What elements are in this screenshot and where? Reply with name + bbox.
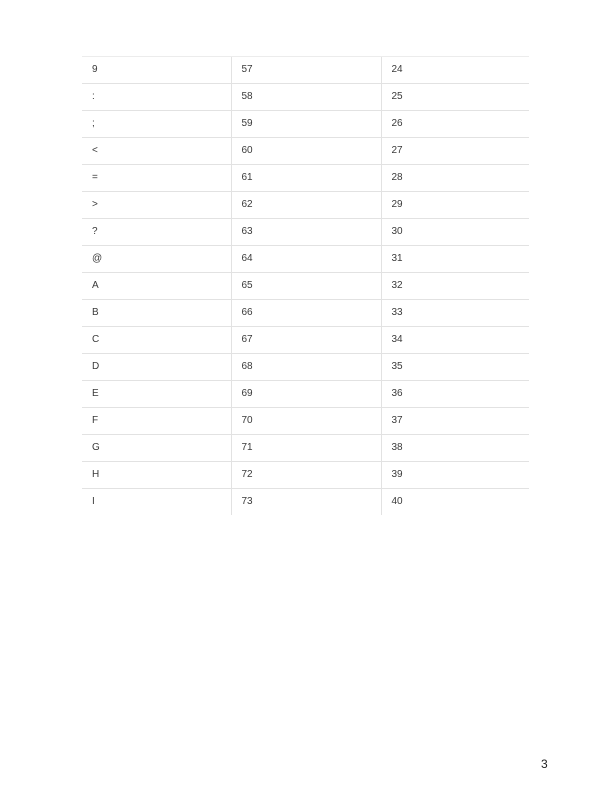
table-cell-character: ; [82,111,231,138]
table-cell-character: I [82,489,231,516]
table-cell-code: 73 [231,489,381,516]
table-cell-character: A [82,273,231,300]
table-cell-character: G [82,435,231,462]
table-cell-character: H [82,462,231,489]
table-cell-value: 38 [381,435,529,462]
code-table [82,56,529,515]
table-cell-character: @ [82,246,231,273]
table-row [82,435,529,462]
table-cell-code: 60 [231,138,381,165]
table-row [82,408,529,435]
table-cell-character: ? [82,219,231,246]
table-cell-code: 69 [231,381,381,408]
table-cell-value: 32 [381,273,529,300]
table-cell-code: 63 [231,219,381,246]
table-row [82,273,529,300]
table-cell-code: 66 [231,300,381,327]
table-row [82,138,529,165]
table-row [82,381,529,408]
table-row [82,57,529,84]
table-cell-value: 36 [381,381,529,408]
table-cell-character: D [82,354,231,381]
table-row [82,327,529,354]
table-cell-value: 35 [381,354,529,381]
page-number: 3 [541,757,548,771]
table-cell-code: 59 [231,111,381,138]
table-cell-value: 28 [381,165,529,192]
table-cell-value: 37 [381,408,529,435]
table-cell-value: 33 [381,300,529,327]
table-cell-code: 58 [231,84,381,111]
table-cell-character: F [82,408,231,435]
table-cell-code: 65 [231,273,381,300]
table-cell-value: 39 [381,462,529,489]
table-cell-value: 30 [381,219,529,246]
table-cell-character: 9 [82,57,231,84]
table-cell-value: 26 [381,111,529,138]
table-cell-character: C [82,327,231,354]
table-cell-value: 24 [381,57,529,84]
table-row [82,192,529,219]
table-cell-code: 64 [231,246,381,273]
table-row [82,300,529,327]
table-cell-character: E [82,381,231,408]
table-cell-code: 67 [231,327,381,354]
table-row [82,354,529,381]
table-cell-code: 70 [231,408,381,435]
table-row [82,462,529,489]
table-cell-value: 29 [381,192,529,219]
table-row [82,489,529,516]
table-cell-value: 31 [381,246,529,273]
table-cell-code: 62 [231,192,381,219]
table-row [82,246,529,273]
table-cell-character: > [82,192,231,219]
table-cell-code: 57 [231,57,381,84]
table-cell-value: 27 [381,138,529,165]
table-cell-character: B [82,300,231,327]
table-cell-code: 68 [231,354,381,381]
table-cell-value: 34 [381,327,529,354]
table-cell-character: < [82,138,231,165]
table-row [82,84,529,111]
table-row [82,165,529,192]
table-row [82,111,529,138]
character-code-table [82,56,529,507]
table-cell-character: = [82,165,231,192]
table-cell-value: 25 [381,84,529,111]
table-cell-code: 71 [231,435,381,462]
table-cell-code: 61 [231,165,381,192]
table-row [82,219,529,246]
table-cell-character: : [82,84,231,111]
table-cell-value: 40 [381,489,529,516]
table-cell-code: 72 [231,462,381,489]
